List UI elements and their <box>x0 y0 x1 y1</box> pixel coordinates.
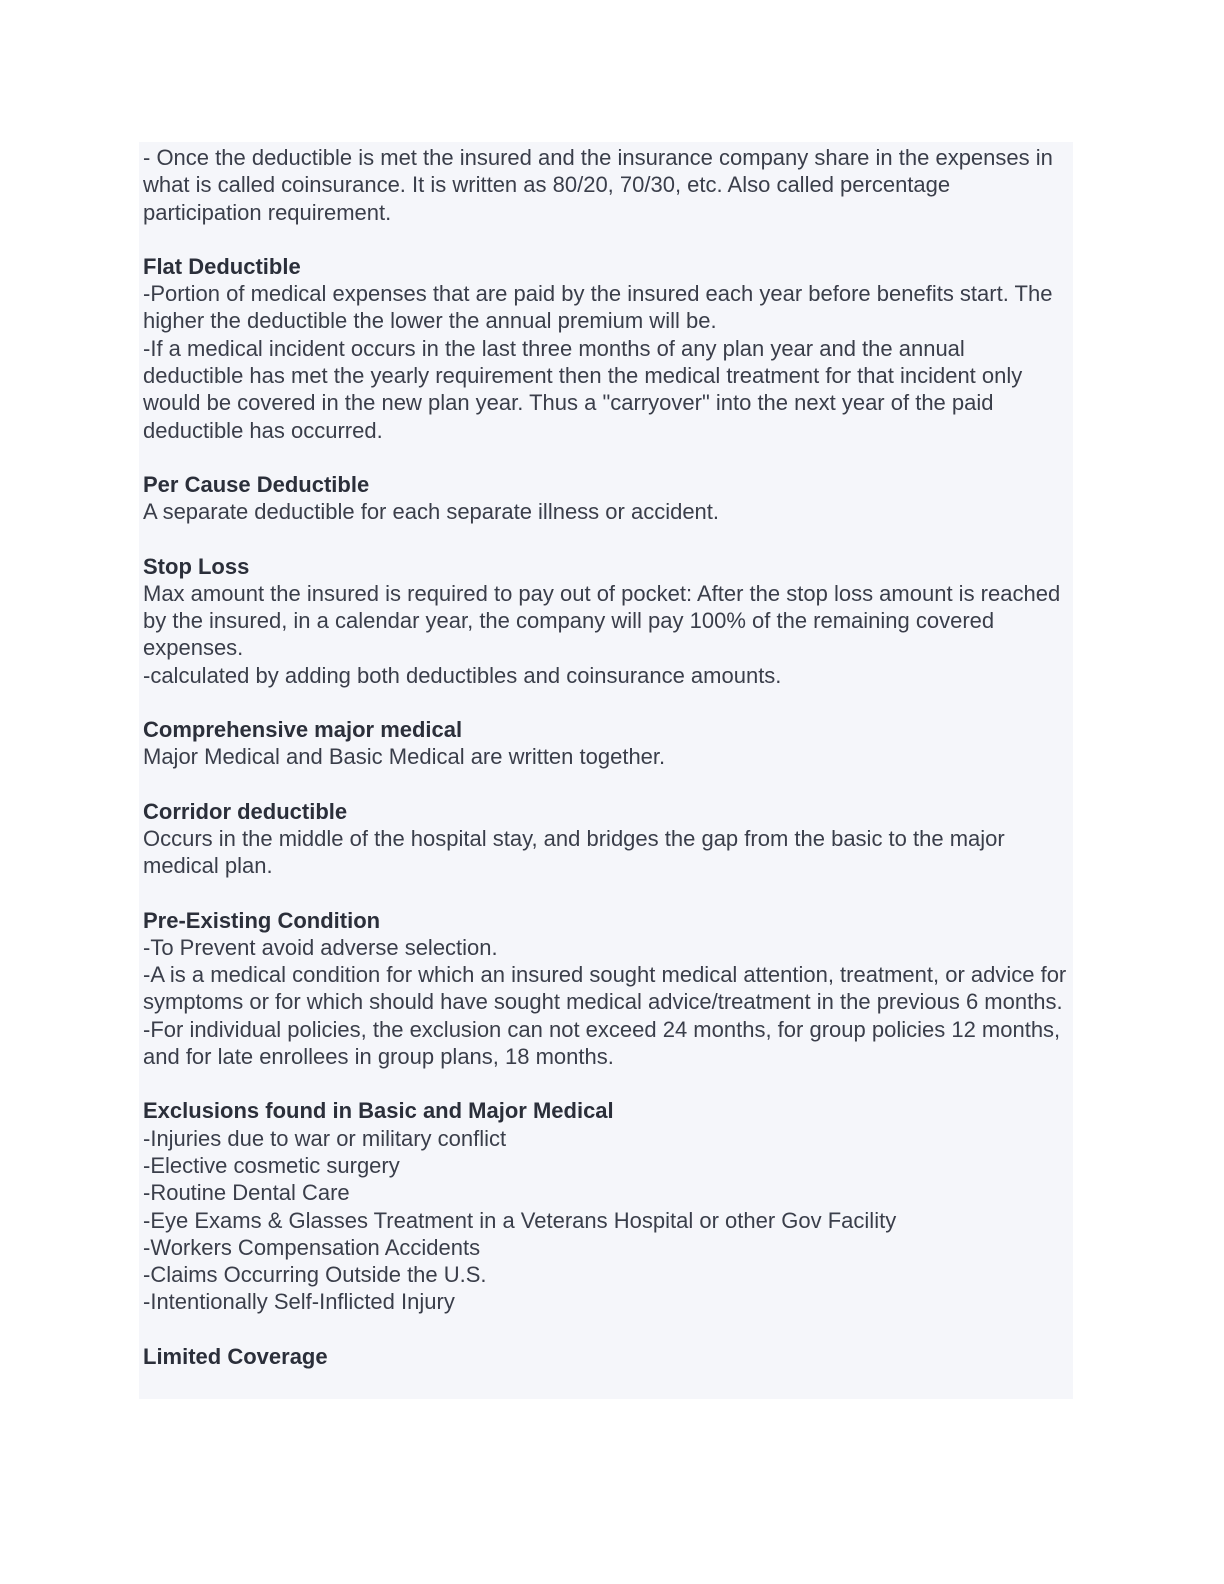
section-stop-loss <box>143 553 1069 689</box>
section-title: Limited Coverage <box>143 1343 328 1369</box>
exclusion-item: -Elective cosmetic surgery <box>143 1152 400 1178</box>
document-content <box>139 142 1073 1399</box>
section-pre-existing-condition <box>143 907 1069 1071</box>
section-line: Major Medical and Basic Medical are written together. <box>143 744 666 770</box>
section-line: -calculated by adding both deductibles and coinsurance amounts. <box>143 662 782 688</box>
section-title: Stop Loss <box>143 553 250 579</box>
exclusion-item: -Intentionally Self-Inflicted Injury <box>143 1289 455 1315</box>
section-title: Flat Deductible <box>143 253 301 279</box>
section-line: -Portion of medical expenses that are paid by the insured each year before benefits start. The higher the deductible the lower the annual premium will be. <box>143 281 1053 334</box>
section-title: Pre-Existing Condition <box>143 907 381 933</box>
exclusion-item: -Injuries due to war or military conflict <box>143 1125 507 1151</box>
exclusion-item: -Workers Compensation Accidents <box>143 1234 481 1260</box>
exclusion-item: -Routine Dental Care <box>143 1180 350 1206</box>
section-corridor-deductible <box>143 798 1069 880</box>
section-limited-coverage <box>143 1343 1069 1370</box>
exclusion-item: -Eye Exams & Glasses Treatment in a Veterans Hospital or other Gov Facility <box>143 1207 897 1233</box>
section-title: Per Cause Deductible <box>143 471 370 497</box>
section-line: Max amount the insured is required to pay out of pocket: After the stop loss amount is reached by the insured, in a calendar year, the company will pay 100% of the remaining covered expenses. <box>143 580 1061 661</box>
section-comprehensive-major-medical <box>143 716 1069 771</box>
section-line: Occurs in the middle of the hospital stay, and bridges the gap from the basic to the major medical plan. <box>143 825 1005 879</box>
section-title: Comprehensive major medical <box>143 717 463 743</box>
section-line: -If a medical incident occurs in the last three months of any plan year and the annual deductible has met the yearly requirement then the medical treatment for that incident only would be covered in the new plan year. Thus a "carryover" into the next year of the paid deductible has occurred. <box>143 335 1023 443</box>
section-per-cause-deductible <box>143 471 1069 526</box>
intro-paragraph: - Once the deductible is met the insured and the insurance company share in the expenses in what is called coinsurance. It is written as 80/20, 70/30, etc. Also called percentage participation requirement. <box>143 145 1053 225</box>
section-line: -A is a medical condition for which an insured sought medical attention, treatment, or advice for symptoms or for which should have sought medical advice/treatment in the previous 6 months. <box>143 962 1067 1015</box>
section-flat-deductible <box>143 253 1069 444</box>
section-line: -For individual policies, the exclusion can not exceed 24 months, for group policies 12 months, and for late enrollees in group plans, 18 months. <box>143 1016 1061 1070</box>
exclusion-item: -Claims Occurring Outside the U.S. <box>143 1262 487 1288</box>
section-title: Corridor deductible <box>143 798 348 824</box>
section-line: -To Prevent avoid adverse selection. <box>143 934 498 960</box>
section-exclusions <box>143 1097 1069 1315</box>
section-line: A separate deductible for each separate illness or accident. <box>143 499 720 525</box>
section-title: Exclusions found in Basic and Major Medical <box>143 1098 614 1124</box>
